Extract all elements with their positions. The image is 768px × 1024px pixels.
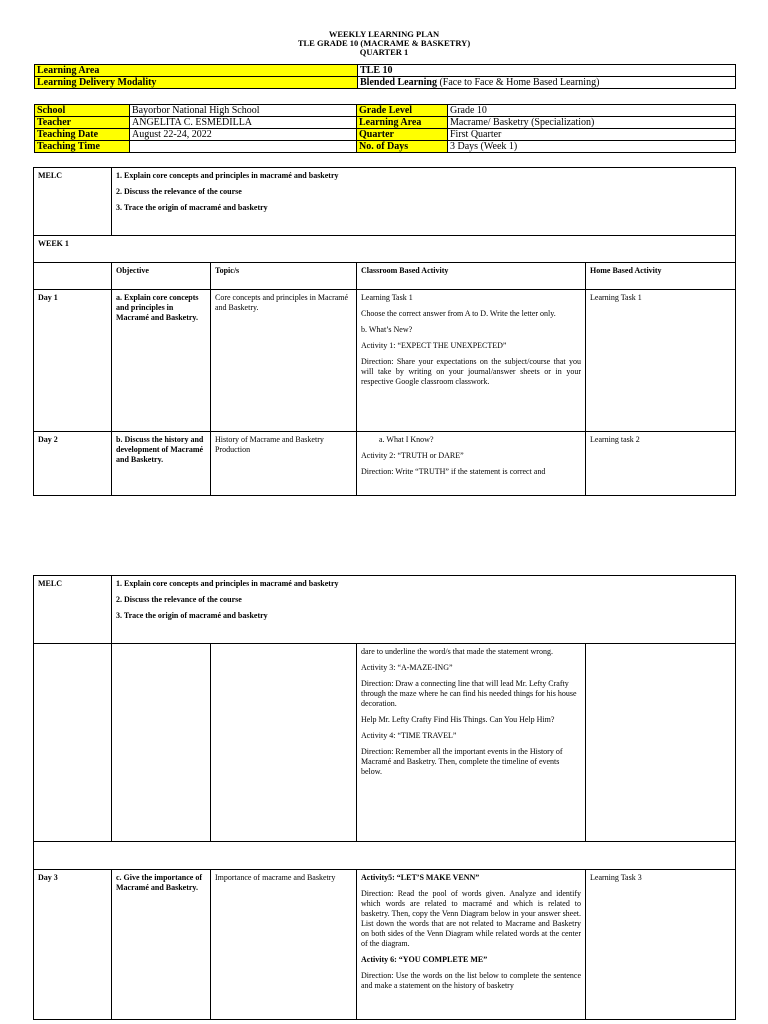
melc-list bbox=[112, 168, 736, 236]
day3-home: Learning Task 3 bbox=[586, 870, 736, 1020]
plan-table-page2 bbox=[33, 575, 736, 1020]
melc-label: MELC bbox=[34, 168, 112, 236]
day2-home: Learning task 2 bbox=[586, 432, 736, 496]
col-day bbox=[34, 263, 112, 290]
melc-item: 3. Trace the origin of macramé and basketry bbox=[116, 611, 268, 620]
grade-value: Grade 10 bbox=[448, 105, 736, 117]
spacer-row bbox=[34, 842, 736, 870]
melc-list bbox=[112, 576, 736, 644]
learning-area-table bbox=[34, 64, 736, 89]
melc-item: 2. Discuss the relevance of the course bbox=[116, 187, 242, 196]
day1-objective: a. Explain core concepts and principles in Macramé and Basketry. bbox=[112, 290, 211, 432]
grade-label: Grade Level bbox=[357, 105, 448, 117]
table-row bbox=[34, 432, 736, 496]
quarter-label: Quarter bbox=[357, 129, 448, 141]
day1-label: Day 1 bbox=[34, 290, 112, 432]
plan-table-page1 bbox=[33, 167, 736, 496]
day1-classroom: Learning Task 1 Choose the correct answer from A to D. Write the letter only. b. What’s New? Activity 1: “EXPECT THE UNEXPECTED” Direction: Share your expectations on the subject/course that you will take by writing on your journal/answer sheets or in your respective Google classroom classwork. bbox=[357, 290, 586, 432]
date-label: Teaching Date bbox=[35, 129, 130, 141]
days-label: No. of Days bbox=[357, 141, 448, 153]
col-topic: Topic/s bbox=[211, 263, 357, 290]
teacher-label: Teacher bbox=[35, 117, 130, 129]
area-label: Learning Area bbox=[357, 117, 448, 129]
col-classroom: Classroom Based Activity bbox=[357, 263, 586, 290]
melc-item: 2. Discuss the relevance of the course bbox=[116, 595, 242, 604]
day1-topic: Core concepts and principles in Macramé and Basketry. bbox=[211, 290, 357, 432]
day3-label: Day 3 bbox=[34, 870, 112, 1020]
time-value bbox=[130, 141, 357, 153]
doc-title: WEEKLY LEARNING PLAN bbox=[328, 29, 440, 39]
teacher-value: ANGELITA C. ESMEDILLA bbox=[130, 117, 357, 129]
day3-topic: Importance of macrame and Basketry bbox=[211, 870, 357, 1020]
doc-quarter: QUARTER 1 bbox=[359, 47, 409, 57]
learning-area-value: TLE 10 bbox=[358, 65, 736, 77]
day2-topic: History of Macrame and Basketry Production bbox=[211, 432, 357, 496]
table-row bbox=[34, 870, 736, 1020]
time-label: Teaching Time bbox=[35, 141, 130, 153]
day2-classroom-cont: dare to underline the word/s that made the statement wrong. Activity 3: “A-MAZE-ING” Direction: Draw a connecting line that will lead Mr. Lefty Crafty through the maze where he can find his needed things for his house decoration. Help Mr. Lefty Crafty Find His Things. Can You Help Him? Activity 4: “TIME TRAVEL” Direction: Remember all the important events in the History of Macramé and Basketry. Then, complete the timeline of events below. bbox=[357, 644, 586, 842]
day2-objective: b. Discuss the history and development of Macramé and Basketry. bbox=[112, 432, 211, 496]
modality-value: Blended Learning (Face to Face & Home Based Learning) bbox=[358, 77, 736, 89]
day2-classroom: a. What I Know? Activity 2: “TRUTH or DARE” Direction: Write “TRUTH” if the statement is correct and bbox=[357, 432, 586, 496]
day3-classroom: Activity5: “LET’S MAKE VENN” Direction: Read the pool of words given. Analyze and identify which words are related to macramé and which is related to basketry. Then, copy the Venn Diagram below in your answer sheet. List down the words that are not related to Macrame and Basketry on both sides of the Venn Diagram while related words at the center of the diagram. Activity 6: “YOU COMPLETE ME” Direction: Use the words on the list below to complete the sentence and make a statement on the history of basketry bbox=[357, 870, 586, 1020]
school-value: Bayorbor National High School bbox=[130, 105, 357, 117]
week-label: WEEK 1 bbox=[34, 236, 736, 263]
quarter-value: First Quarter bbox=[448, 129, 736, 141]
melc-item: 3. Trace the origin of macramé and basketry bbox=[116, 203, 268, 212]
day2-label: Day 2 bbox=[34, 432, 112, 496]
table-row bbox=[34, 644, 736, 842]
modality-label: Learning Delivery Modality bbox=[35, 77, 358, 89]
days-value: 3 Days (Week 1) bbox=[448, 141, 736, 153]
learning-area-label: Learning Area bbox=[35, 65, 358, 77]
info-table bbox=[34, 104, 736, 153]
melc-label: MELC bbox=[34, 576, 112, 644]
col-home: Home Based Activity bbox=[586, 263, 736, 290]
day3-objective: c. Give the importance of Macramé and Basketry. bbox=[112, 870, 211, 1020]
melc-item: 1. Explain core concepts and principles in macramé and basketry bbox=[116, 579, 339, 588]
date-value: August 22-24, 2022 bbox=[130, 129, 357, 141]
melc-item: 1. Explain core concepts and principles in macramé and basketry bbox=[116, 171, 339, 180]
school-label: School bbox=[35, 105, 130, 117]
table-row bbox=[34, 290, 736, 432]
doc-subtitle: TLE GRADE 10 (MACRAME & BASKETRY) bbox=[297, 38, 471, 48]
col-objective: Objective bbox=[112, 263, 211, 290]
day1-home: Learning Task 1 bbox=[586, 290, 736, 432]
area-value: Macrame/ Basketry (Specialization) bbox=[448, 117, 736, 129]
